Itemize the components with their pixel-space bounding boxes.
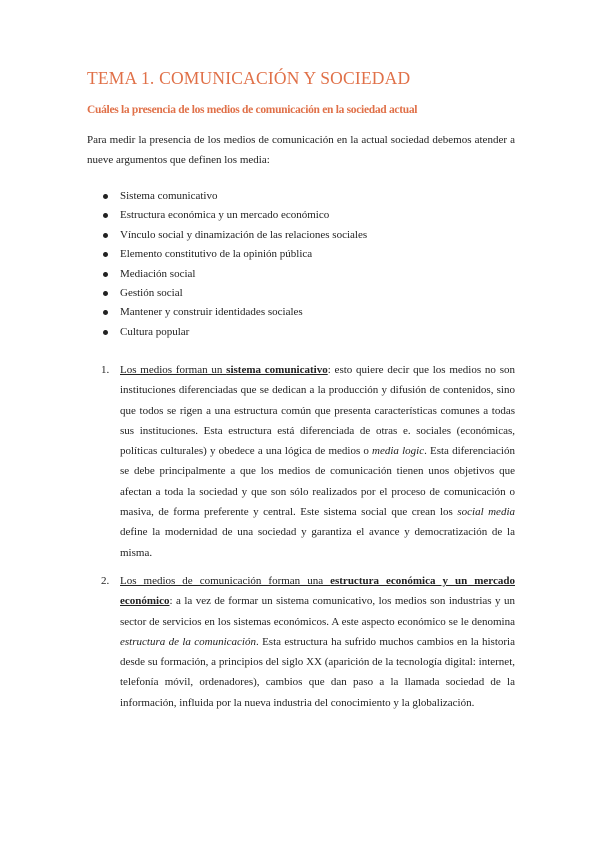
item-text: : a la vez de formar un sistema comunicativo, los medios son industrias y un sector de servicios en los sistemas económicos. A este aspecto económico se le denomina (120, 595, 515, 628)
bullet-icon (103, 291, 108, 296)
list-item-label: Mantener y construir identidades sociales (120, 306, 303, 319)
section-subtitle: Cuáles la presencia de los medios de comunicación en la sociedad actual (87, 104, 418, 116)
item-body (120, 571, 515, 713)
item-number: 1. (101, 364, 110, 376)
item-italic-term: social media (457, 506, 515, 519)
item-text: . Esta estructura ha sufrido muchos cambios en la historia desde su formación, a principios del siglo XX (aparición de la tecnología digital: internet, telefonía móvil, ordenadores), cambios que dan paso a la llamada sociedad de la información, influida por la nueva industria del conocimiento y la globalización. (120, 635, 515, 709)
bullet-icon (103, 252, 108, 257)
item-text: : esto quiere decir que los medios no son instituciones diferenciadas que se dedican a la producción y difusión de contenidos, sino que todos se rigen a una estructura común que presenta características comunes a todas sus instituciones. Esta estructura está diferenciada de otras e. sociales (económicas, políticas culturales) y obedece a una lógica de medios o (120, 364, 515, 458)
item-term: sistema comunicativo (226, 364, 328, 376)
list-item (87, 245, 367, 264)
list-item-label: Cultura popular (120, 325, 190, 338)
list-item (87, 265, 367, 284)
numbered-item-estructura-economica (87, 571, 515, 713)
bullet-icon (103, 213, 108, 218)
list-item-label: Estructura económica y un mercado económico (120, 209, 330, 222)
item-body (120, 360, 515, 563)
item-italic-term: media logic (372, 445, 425, 458)
list-item (87, 284, 367, 303)
bullet-icon (103, 194, 108, 199)
list-item-label: Sistema comunicativo (120, 190, 218, 202)
list-item-label: Elemento constitutivo de la opinión pública (120, 248, 313, 261)
list-item (87, 323, 367, 342)
bullet-icon (103, 233, 108, 238)
item-text: define la modernidad de una sociedad y garantiza el avance y democratización de la misma. (120, 526, 515, 559)
item-number: 2. (101, 575, 110, 587)
list-item (87, 303, 367, 322)
bullet-list (87, 187, 367, 342)
page-title: TEMA 1. COMUNICACIÓN Y SOCIEDAD (87, 68, 411, 88)
list-item (87, 226, 367, 245)
bullet-icon (103, 310, 108, 315)
bullet-icon (103, 272, 108, 277)
item-lead: Los medios forman un (120, 364, 227, 376)
numbered-item-sistema-comunicativo (87, 360, 515, 563)
list-item-label: Gestión social (120, 286, 183, 299)
list-item-label: Mediación social (120, 267, 196, 280)
bullet-icon (103, 330, 108, 335)
item-term: estructura económica y un mercado económico (120, 575, 515, 608)
item-italic-term: estructura de la comunicación (120, 635, 256, 648)
list-item (87, 187, 367, 206)
list-item (87, 206, 367, 225)
list-item-label: Vínculo social y dinamización de las relaciones sociales (120, 228, 368, 241)
item-lead: Los medios de comunicación forman una (120, 575, 331, 587)
intro-paragraph: Para medir la presencia de los medios de comunicación en la actual sociedad debemos atender a nueve argumentos que definen los media: (87, 134, 515, 166)
item-text: . Esta diferenciación se debe principalmente a que los medios de comunicación tienen unos objetivos que afectan a toda la sociedad y que son sólo realizados por el proceso de comunicación o masiva, de forma preferente y central. Este sistema social que crean los (120, 445, 515, 519)
